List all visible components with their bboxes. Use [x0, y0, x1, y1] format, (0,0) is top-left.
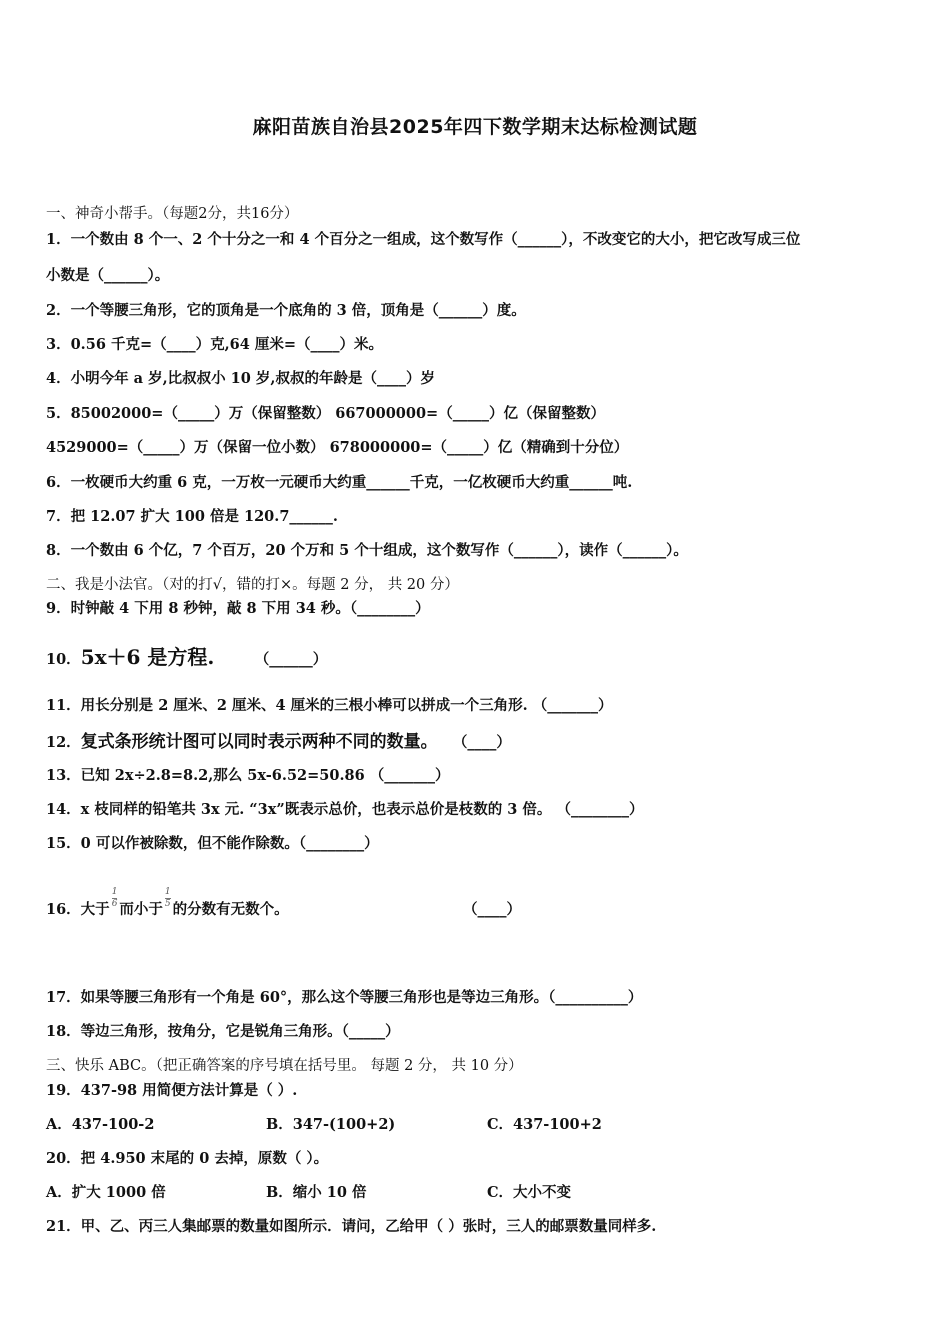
question-13: 13．已知 2x÷2.8=8.2,那么 5x-6.52=50.86 （_______）	[46, 767, 450, 784]
question-9: 9．时钟敲 4 下用 8 秒钟，敲 8 下用 34 秒。（________）	[46, 600, 430, 617]
question-5-line-2: 4529000=（_____）万（保留一位小数） 678000000=（_____）亿（精确到十分位）	[46, 439, 629, 456]
section-2-heading: 二、我是小法官。（对的打√，错的打×。每题 2 分， 共 20 分）	[46, 577, 459, 593]
question-5-line-1: 5．85002000=（_____）万（保留整数） 667000000=（_____）亿（保留整数）	[46, 405, 605, 422]
fraction-1-denominator: 6	[111, 898, 118, 909]
question-3: 3．0.56 千克=（____）克,64 厘米=（____）米。	[46, 336, 384, 353]
question-17: 17．如果等腰三角形有一个角是 60°，那么这个等腰三角形也是等边三角形。（__________）	[46, 989, 643, 1006]
question-20-option-b: B．缩小 10 倍	[266, 1184, 367, 1201]
question-12-number: 12．	[46, 734, 81, 751]
question-14: 14．x 枝同样的铅笔共 3x 元. “3x”既表示总价，也表示总价是枝数的 3 倍。 （________）	[46, 801, 644, 818]
fraction-one-fifth	[165, 887, 171, 910]
section-1-heading: 一、神奇小帮手。（每题2分，共16分）	[46, 206, 299, 222]
question-10	[46, 641, 327, 670]
question-12-text: 复式条形统计图可以同时表示两种不同的数量。	[80, 732, 438, 752]
question-19-option-c: C．437-100+2	[487, 1116, 602, 1133]
section-3-heading: 三、快乐 ABC。（把正确答案的序号填在括号里。 每题 2 分， 共 10 分）	[46, 1058, 523, 1074]
question-12	[46, 727, 511, 752]
page-title: 麻阳苗族自治县2025年四下数学期末达标检测试题	[252, 116, 698, 138]
fraction-1-numerator: 1	[111, 886, 118, 897]
question-15: 15．0 可以作被除数，但不能作除数。（________）	[46, 835, 379, 852]
question-16-part-b: 而小于	[119, 901, 163, 918]
question-16-part-a: 16．大于	[46, 901, 110, 918]
question-11: 11．用长分别是 2 厘米、2 厘米、4 厘米的三根小棒可以拼成一个三角形. （_______）	[46, 697, 613, 714]
question-20-option-a: A．扩大 1000 倍	[46, 1184, 166, 1201]
question-10-number: 10．	[46, 651, 81, 668]
question-19-option-b: B．347-(100+2)	[266, 1116, 396, 1133]
fraction-one-sixth	[112, 887, 118, 910]
question-20: 20．把 4.950 末尾的 0 去掉，原数（ ）。	[46, 1150, 329, 1167]
question-18: 18．等边三角形，按角分，它是锐角三角形。（_____）	[46, 1023, 400, 1040]
question-16-part-c: 的分数有无数个。	[172, 901, 289, 918]
fraction-2-numerator: 1	[164, 886, 171, 897]
question-1-line-1: 1．一个数由 8 个一、2 个十分之一和 4 个百分之一组成，这个数写作（______），不改变它的大小，把它改写成三位	[46, 231, 801, 248]
question-4: 4．小明今年 a 岁,比叔叔小 10 岁,叔叔的年龄是（____）岁	[46, 370, 435, 387]
fraction-2-denominator: 5	[164, 898, 171, 909]
question-10-text: 5x＋6 是方程.	[80, 645, 215, 669]
question-20-option-c: C．大小不变	[487, 1184, 572, 1201]
question-16	[46, 886, 289, 922]
question-8: 8．一个数由 6 个亿，7 个百万，20 个万和 5 个十组成，这个数写作（______），读作（______）。	[46, 542, 688, 559]
question-16-blank: （____）	[463, 901, 521, 918]
question-2: 2．一个等腰三角形，它的顶角是一个底角的 3 倍，顶角是（______）度。	[46, 302, 526, 319]
question-19: 19．437-98 用简便方法计算是（ ）.	[46, 1082, 298, 1099]
question-6: 6．一枚硬币大约重 6 克，一万枚一元硬币大约重______千克，一亿枚硬币大约重______吨.	[46, 474, 633, 491]
question-12-blank: （____）	[452, 734, 511, 751]
question-10-blank: （______）	[254, 651, 328, 668]
question-7: 7．把 12.07 扩大 100 倍是 120.7______.	[46, 508, 338, 525]
question-1-line-2: 小数是（______）。	[46, 267, 170, 284]
question-19-option-a: A．437-100-2	[46, 1116, 155, 1133]
question-21: 21．甲、乙、丙三人集邮票的数量如图所示．请问，乙给甲（ ）张时，三人的邮票数量同样多.	[46, 1218, 657, 1235]
